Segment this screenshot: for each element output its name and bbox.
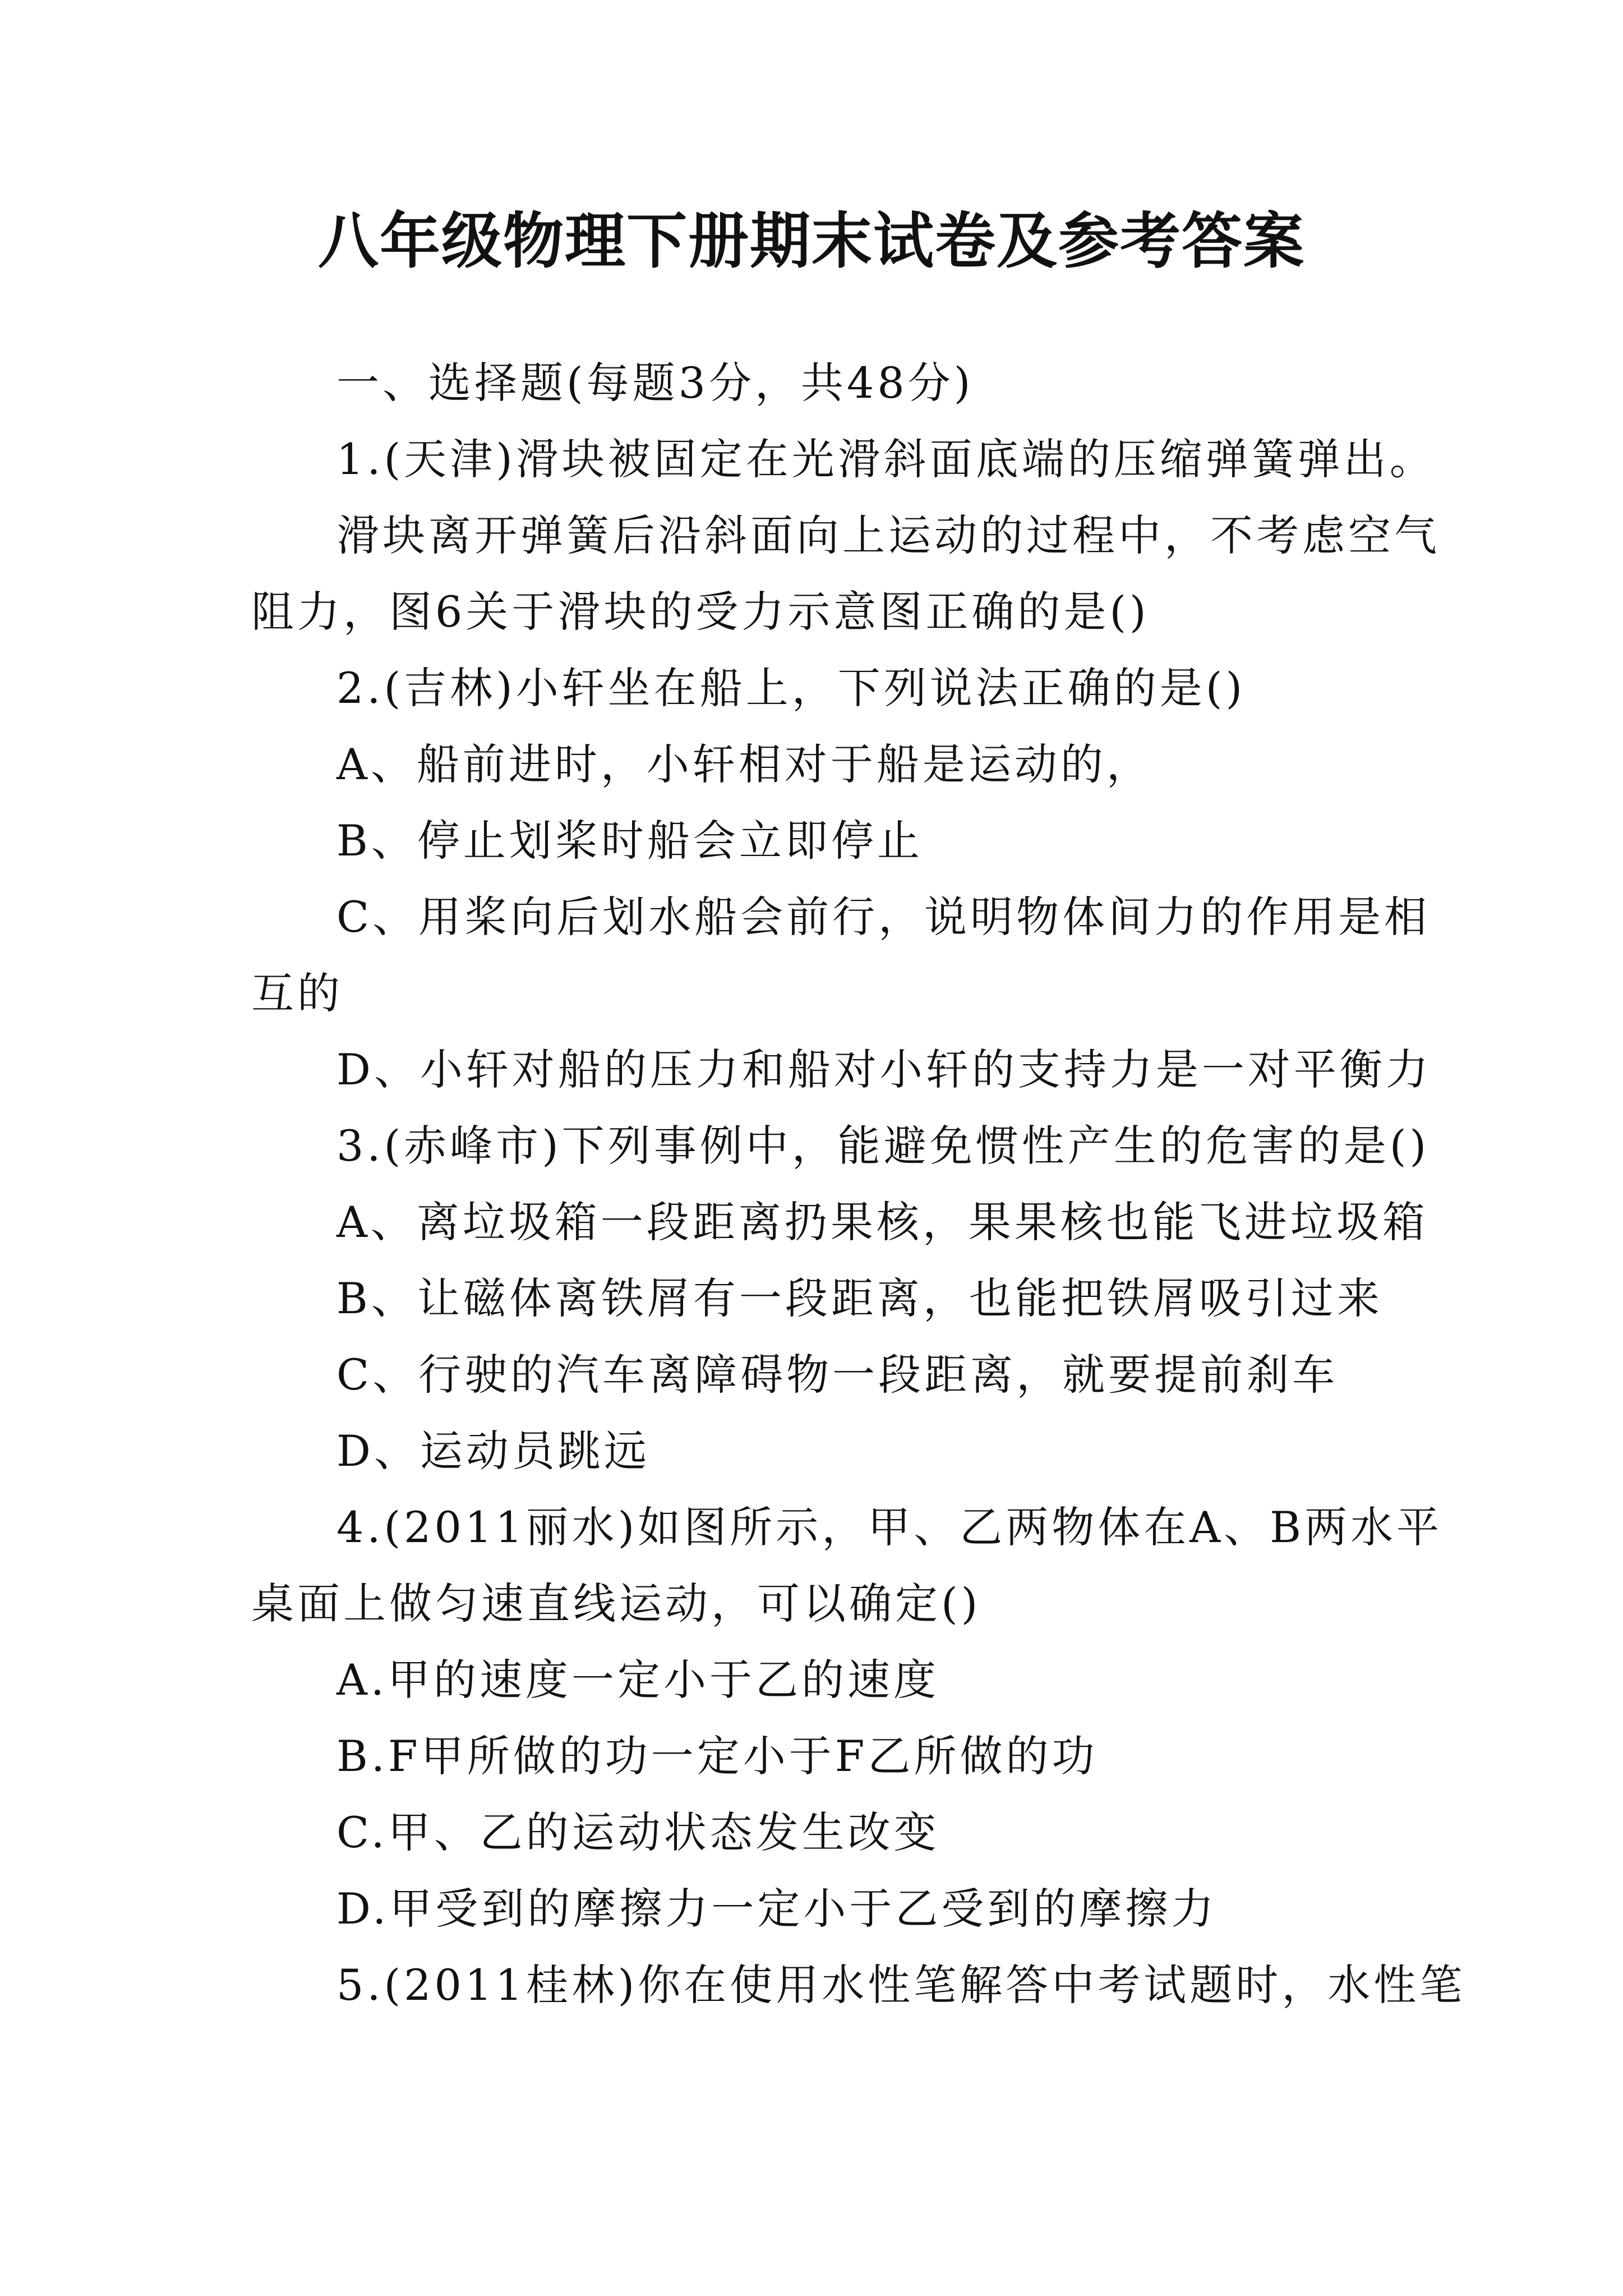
text-line: D、小轩对船的压力和船对小轩的支持力是一对平衡力 <box>336 1045 1432 1094</box>
text-line: 一、选择题(每题3分，共48分) <box>336 358 974 408</box>
text-line: 阻力，图6关于滑块的受力示意图正确的是() <box>251 587 1150 637</box>
text-line: C、用桨向后划水船会前行，说明物体间力的作用是相 <box>336 892 1431 942</box>
text-line: 1.(天津)滑块被固定在光滑斜面底端的压缩弹簧弹出。 <box>336 434 1436 484</box>
text-line: 桌面上做匀速直线运动，可以确定() <box>251 1579 981 1628</box>
text-line: C.甲、乙的运动状态发生改变 <box>336 1807 940 1857</box>
text-line: 5.(2011桂林)你在使用水性笔解答中考试题时，水性笔 <box>336 1960 1466 2010</box>
text-line: 滑块离开弹簧后沿斜面向上运动的过程中，不考虑空气 <box>336 510 1440 560</box>
text-line: D.甲受到的摩擦力一定小于乙受到的摩擦力 <box>336 1884 1218 1934</box>
document-body <box>251 345 1466 2023</box>
text-line: 3.(赤峰市)下列事例中，能避免惯性产生的危害的是() <box>336 1121 1430 1171</box>
text-line: 2.(吉林)小轩坐在船上，下列说法正确的是() <box>336 663 1246 713</box>
text-line: C、行驶的汽车离障碍物一段距离，就要提前刹车 <box>336 1350 1339 1400</box>
text-line: A、船前进时，小轩相对于船是运动的， <box>336 739 1152 789</box>
text-line: 4.(2011丽水)如图所示，甲、乙两物体在A、B两水平 <box>336 1502 1442 1552</box>
document-title: 八年级物理下册期末试卷及参考答案 <box>317 206 1305 277</box>
text-line: 互的 <box>251 968 343 1018</box>
text-line: B、停止划桨时船会立即停止 <box>336 816 923 866</box>
text-line: D、运动员跳远 <box>336 1426 650 1476</box>
text-line: A、离垃圾箱一段距离扔果核，果果核也能飞进垃圾箱 <box>336 1197 1428 1247</box>
text-line: B.F甲所做的功一定小于F乙所做的功 <box>336 1731 1098 1781</box>
text-line: A.甲的速度一定小于乙的速度 <box>336 1655 940 1705</box>
text-line: B、让磁体离铁屑有一段距离，也能把铁屑吸引过来 <box>336 1273 1383 1323</box>
